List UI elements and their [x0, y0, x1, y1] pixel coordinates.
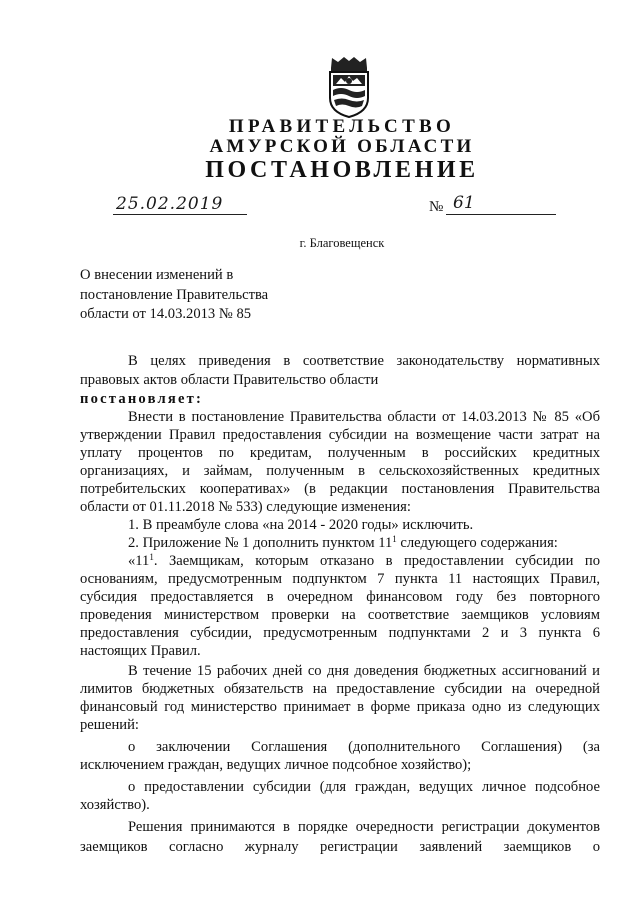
intro-line: уплату процентов по кредитам, полученным в российских кредитных [80, 445, 600, 461]
paragraph-11-1-line: субсидия предоставляется в очередном финансовом году без повторного [80, 589, 600, 605]
number-underline [446, 214, 556, 215]
title-line: О внесении изменений в [80, 267, 234, 283]
item-2-superscript: 1 [392, 534, 397, 544]
item-2 [128, 535, 558, 552]
handwritten-number: 61 [453, 193, 475, 213]
decisions-line: заемщиков согласно журналу регистрации заявлений заемщиков о [80, 839, 600, 855]
paragraph-11-1-line: настоящих Правил. [80, 643, 201, 659]
paragraph-11-1-line: проведения министерством проверки на соответствие заемщиков условиям [80, 607, 600, 623]
preamble-line: правовых актов области Правительство области [80, 372, 379, 388]
intro-line: организациях, и займам, полученным в сельскохозяйственных кредитных [80, 463, 600, 479]
title-line: постановление Правительства [80, 287, 269, 303]
item-2-text: 2. Приложение № 1 дополнить пунктом 11 [128, 535, 393, 551]
term-line: решений: [80, 717, 139, 733]
paragraph-11-1-superscript: 1 [149, 552, 154, 562]
term-line: финансовый год министерство принимает в форме приказа одно из следующих [80, 699, 600, 715]
date-underline [113, 214, 247, 215]
org-name-line1: ПРАВИТЕЛЬСТВО [228, 116, 456, 137]
term-line: лимитов бюджетных обязательств на предоставление субсидии на очередной [80, 681, 600, 697]
coat-of-arms-emblem [324, 56, 374, 118]
option-1-line: о заключении Соглашения (дополнительного Соглашения) (за [128, 739, 600, 755]
option-2-line: хозяйство). [80, 797, 150, 813]
option-2-line: о предоставлении субсидии (для граждан, ведущих личное подсобное [128, 779, 600, 795]
title-line: области от 14.03.2013 № 85 [80, 306, 252, 322]
document-type-title: ПОСТАНОВЛЕНИЕ [205, 157, 479, 183]
city-name: г. Благовещенск [299, 236, 385, 250]
org-name-line2: АМУРСКОЙ ОБЛАСТИ [209, 136, 475, 157]
intro-line: утверждении Правил предоставления субсидии на возмещение части затрат на [80, 427, 600, 443]
intro-line: Внести в постановление Правительства области от 14.03.2013 № 85 «Об [128, 409, 600, 425]
decisions-line: Решения принимаются в порядке очередности регистрации документов [128, 819, 600, 835]
number-label: № [429, 199, 444, 215]
term-line: В течение 15 рабочих дней со дня доведения бюджетных ассигнований и [128, 663, 600, 679]
resolves-heading: постановляет: [80, 391, 204, 407]
intro-line: потребительских кооперативах» (в редакции постановления Правительства [80, 481, 600, 497]
paragraph-11-1-line: основаниям, предусмотренным подпунктом 7 пункта 11 настоящих Правил, [80, 571, 600, 587]
item-1: 1. В преамбуле слова «на 2014 - 2020 годы» исключить. [128, 517, 474, 533]
intro-line: области от 01.11.2018 № 533) следующие изменения: [80, 499, 411, 515]
item-2-text-end: следующего содержания: [396, 535, 558, 551]
paragraph-11-1-text: . Заемщикам, которым отказано в предоставлении субсидии по [153, 553, 600, 569]
option-1-line: исключением граждан, ведущих личное подсобное хозяйство); [80, 757, 472, 773]
paragraph-11-1-line: предоставления субсидии, предусмотренным подпунктами 2 и 3 пункта 6 [80, 625, 600, 641]
paragraph-11-1-first-line [128, 553, 600, 570]
handwritten-date: 25.02.2019 [116, 194, 224, 214]
paragraph-11-1-number: «11 [128, 553, 150, 569]
preamble-line: В целях приведения в соответствие законодательству нормативных [128, 353, 600, 369]
